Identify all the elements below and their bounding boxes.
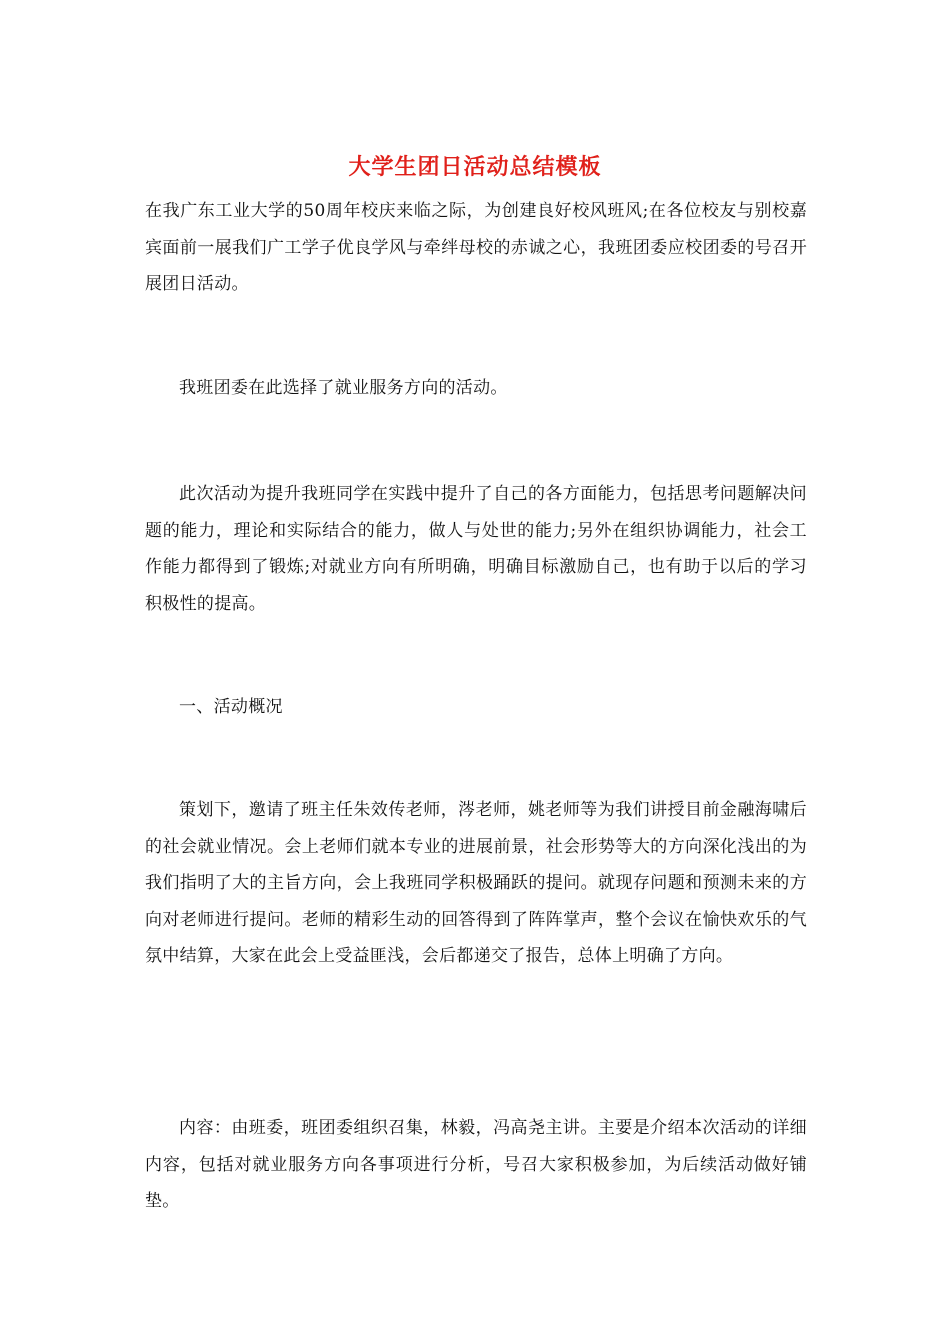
paragraph-intro: 在我广东工业大学的50周年校庆来临之际，为创建良好校风班风;在各位校友与别校嘉宾面前一展我们广工学子优良学风与牵绊母校的赤诚之心，我班团委应校团委的号召开展团日活动。 xyxy=(145,201,807,294)
section-heading-overview: 一、活动概况 xyxy=(179,697,283,717)
document-title: 大学生团日活动总结模板 xyxy=(348,155,602,180)
paragraph-direction: 我班团委在此选择了就业服务方向的活动。 xyxy=(179,378,508,398)
paragraph-planning: 策划下，邀请了班主任朱效传老师，涔老师，姚老师等为我们讲授目前金融海啸后的社会就业情况。会上老师们就本专业的进展前景，社会形势等大的方向深化浅出的为我们指明了大的主旨方向，会上我班同学积极踊跃的提问。就现存问题和预测未来的方向对老师进行提问。老师的精彩生动的回答得到了阵阵掌声，整个会议在愉快欢乐的气氛中结算，大家在此会上受益匪浅，会后都递交了报告，总体上明确了方向。 xyxy=(145,800,807,966)
paragraph-benefits: 此次活动为提升我班同学在实践中提升了自己的各方面能力，包括思考问题解决问题的能力，理论和实际结合的能力，做人与处世的能力;另外在组织协调能力，社会工作能力都得到了锻炼;对就业方向有所明确，明确目标激励自己，也有助于以后的学习积极性的提高。 xyxy=(145,484,807,614)
paragraph-content: 内容：由班委，班团委组织召集，林毅，冯高尧主讲。主要是介绍本次活动的详细内容，包括对就业服务方向各事项进行分析，号召大家积极参加，为后续活动做好铺垫。 xyxy=(145,1118,807,1211)
